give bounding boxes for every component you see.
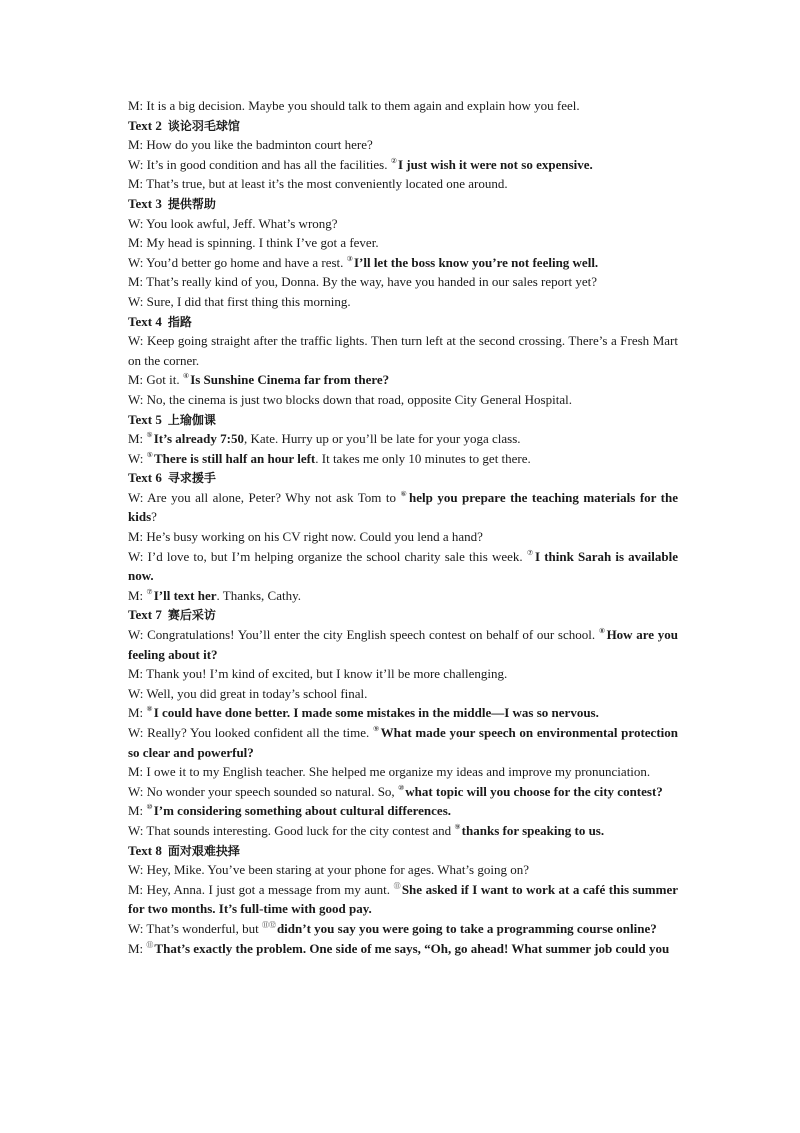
dialogue-text: M:	[128, 431, 147, 447]
answer-text: How are you feeling about it?	[128, 627, 678, 662]
dialogue-text: W: Hey, Mike. You’ve been staring at your phone for ages. What’s going on?	[128, 862, 529, 878]
answer-text: Is Sunshine Cinema far from there?	[190, 372, 390, 388]
dialogue-line	[128, 96, 678, 116]
dialogue-text: W: Congratulations! You’ll enter the city English speech contest on behalf of our school.	[128, 627, 599, 643]
dialogue-text: M: It is a big decision. Maybe you should talk to them again and explain how you feel.	[128, 98, 580, 113]
section-label: Text 7	[128, 607, 162, 623]
dialogue-line	[128, 821, 678, 841]
dialogue-text: W: Well, you did great in today’s school final.	[128, 685, 368, 701]
section-label: Text 5	[128, 411, 162, 427]
answer-text: That’s exactly the problem. One side of me says, “Oh, go ahead! What summer job could you	[154, 940, 670, 956]
answer-marker: ⑪⑫	[261, 920, 276, 929]
dialogue-text: M: I owe it to my English teacher. She helped me organize my ideas and improve my pronunciation.	[128, 764, 651, 780]
dialogue-line	[128, 488, 678, 527]
dialogue-line	[128, 684, 678, 704]
dialogue-text: M: Got it.	[128, 372, 183, 388]
answer-marker: ⑤	[146, 431, 153, 440]
dialogue-text: . It takes me only 10 minutes to get there.	[315, 450, 531, 466]
answer-marker: ⑩	[146, 803, 153, 812]
section-label: Text 8	[128, 842, 162, 858]
dialogue-line	[128, 880, 678, 919]
dialogue-line	[128, 390, 678, 410]
dialogue-line	[128, 370, 678, 390]
section-heading	[128, 605, 678, 625]
dialogue-text: M: How do you like the badminton court here?	[128, 137, 373, 153]
section-heading	[128, 312, 678, 332]
dialogue-line	[128, 801, 678, 821]
answer-marker: ⑧	[146, 705, 153, 714]
answer-text: I think Sarah is available now.	[128, 548, 678, 584]
dialogue-line	[128, 919, 678, 939]
dialogue-text: M:	[128, 705, 147, 721]
dialogue-line	[128, 762, 678, 782]
section-heading	[128, 468, 678, 488]
dialogue-text: W: That sounds interesting. Good luck for the city contest and	[128, 822, 455, 838]
section-title-cn: 提供帮助	[167, 196, 216, 211]
dialogue-text: W: Really? You looked confident all the time.	[128, 725, 373, 740]
dialogue-line	[128, 174, 678, 194]
dialogue-line	[128, 782, 678, 802]
section-title-cn: 上瑜伽课	[167, 412, 216, 427]
dialogue-line	[128, 272, 678, 292]
section-heading	[128, 410, 678, 430]
answer-text: didn’t you say you were going to take a programming course online?	[276, 920, 657, 936]
dialogue-text: W: You’d better go home and have a rest.	[128, 254, 347, 270]
dialogue-text: M: He’s busy working on his CV right now. Could you lend a hand?	[128, 529, 483, 545]
section-heading	[128, 116, 678, 136]
dialogue-text: W: You look awful, Jeff. What’s wrong?	[128, 215, 338, 231]
section-title-cn: 谈论羽毛球馆	[167, 118, 240, 133]
dialogue-line	[128, 625, 678, 664]
dialogue-line	[128, 135, 678, 155]
dialogue-line	[128, 586, 678, 606]
dialogue-text: M: That’s true, but at least it’s the most conveniently located one around.	[128, 176, 508, 192]
section-label: Text 6	[128, 470, 162, 486]
section-title-cn: 指路	[167, 314, 192, 329]
answer-text: I’ll text her	[153, 587, 217, 603]
answer-text: help you prepare the teaching materials for the kids	[128, 489, 679, 525]
dialogue-text: M: Thank you! I’m kind of excited, but I know it’ll be more challenging.	[128, 666, 508, 682]
answer-marker: ⑥	[400, 489, 408, 498]
answer-text: I’ll let the boss know you’re not feeling well.	[353, 254, 599, 270]
dialogue-line	[128, 331, 678, 370]
answer-text: It’s already 7:50	[153, 431, 244, 447]
dialogue-line	[128, 939, 678, 959]
dialogue-text: ?	[151, 509, 157, 525]
dialogue-text: M:	[128, 940, 147, 956]
dialogue-text: M: That’s really kind of you, Donna. By the way, have you handed in our sales report yet?	[128, 274, 597, 290]
answer-text: I’m considering something about cultural differences.	[153, 803, 452, 819]
dialogue-text: W: I’d love to, but I’m helping organize the school charity sale this week.	[128, 548, 527, 564]
dialogue-text: W:	[128, 450, 147, 466]
answer-text: I just wish it were not so expensive.	[398, 156, 593, 172]
answer-text: I could have done better. I made some mistakes in the middle—I was so nervous.	[153, 705, 599, 721]
dialogue-text: M:	[128, 803, 147, 819]
dialogue-text: M: My head is spinning. I think I’ve got a fever.	[128, 235, 379, 251]
dialogue-line	[128, 155, 678, 175]
dialogue-text: . Thanks, Cathy.	[216, 587, 302, 603]
dialogue-text: M:	[128, 587, 147, 603]
section-heading	[128, 841, 678, 861]
dialogue-line	[128, 723, 678, 762]
document-page	[128, 96, 678, 958]
dialogue-text: W: It’s in good condition and has all the facilities.	[128, 156, 391, 172]
dialogue-line	[128, 449, 678, 469]
answer-marker: ⑨	[454, 822, 461, 831]
answer-text: thanks for speaking to us.	[461, 822, 605, 838]
section-label: Text 3	[128, 195, 162, 211]
section-title-cn: 面对艰难抉择	[167, 843, 240, 858]
dialogue-line	[128, 429, 678, 449]
dialogue-text: W: Sure, I did that first thing this morning.	[128, 293, 351, 309]
section-label: Text 2	[128, 117, 162, 133]
section-title-cn: 赛后采访	[167, 608, 216, 623]
answer-marker: ⑦	[526, 548, 534, 557]
dialogue-text: W: No wonder your speech sounded so natural. So,	[128, 783, 398, 799]
dialogue-line	[128, 527, 678, 547]
answer-text: what topic will you choose for the city contest?	[405, 783, 663, 799]
answer-marker: ②	[390, 156, 397, 165]
answer-marker: ⑪	[146, 940, 154, 949]
answer-marker: ④	[182, 372, 190, 381]
dialogue-text: W: That’s wonderful, but	[128, 920, 262, 936]
section-heading	[128, 194, 678, 214]
dialogue-line	[128, 253, 678, 273]
answer-text: What made your speech on environmental protection so clear and powerful?	[128, 725, 678, 760]
dialogue-line	[128, 547, 678, 586]
answer-marker: ⑧	[598, 627, 606, 636]
section-label: Text 4	[128, 313, 162, 329]
answer-marker: ⑪	[393, 881, 401, 890]
dialogue-text: W: Keep going straight after the traffic lights. Then turn left at the second crossing. There’s a Fresh Mart on the corner.	[128, 333, 678, 368]
dialogue-line	[128, 860, 678, 880]
section-title-cn: 寻求援手	[167, 471, 216, 486]
dialogue-text: , Kate. Hurry up or you’ll be late for your yoga class.	[243, 431, 521, 447]
answer-marker: ⑩	[397, 783, 405, 792]
answer-marker: ⑤	[146, 450, 153, 459]
dialogue-line	[128, 703, 678, 723]
answer-text: There is still half an hour left	[153, 450, 316, 466]
answer-text: She asked if I want to work at a café this summer for two months. It’s full-time with good pay.	[128, 881, 679, 917]
dialogue-line	[128, 292, 678, 312]
answer-marker: ⑨	[372, 725, 380, 733]
answer-marker: ③	[346, 254, 353, 263]
dialogue-text: M: Hey, Anna. I just got a message from my aunt.	[128, 881, 394, 897]
dialogue-text: W: Are you all alone, Peter? Why not ask Tom to	[128, 489, 401, 505]
answer-marker: ⑦	[146, 587, 153, 596]
dialogue-line	[128, 664, 678, 684]
dialogue-line	[128, 214, 678, 234]
dialogue-line	[128, 233, 678, 253]
dialogue-text: W: No, the cinema is just two blocks down that road, opposite City General Hospital.	[128, 391, 572, 407]
